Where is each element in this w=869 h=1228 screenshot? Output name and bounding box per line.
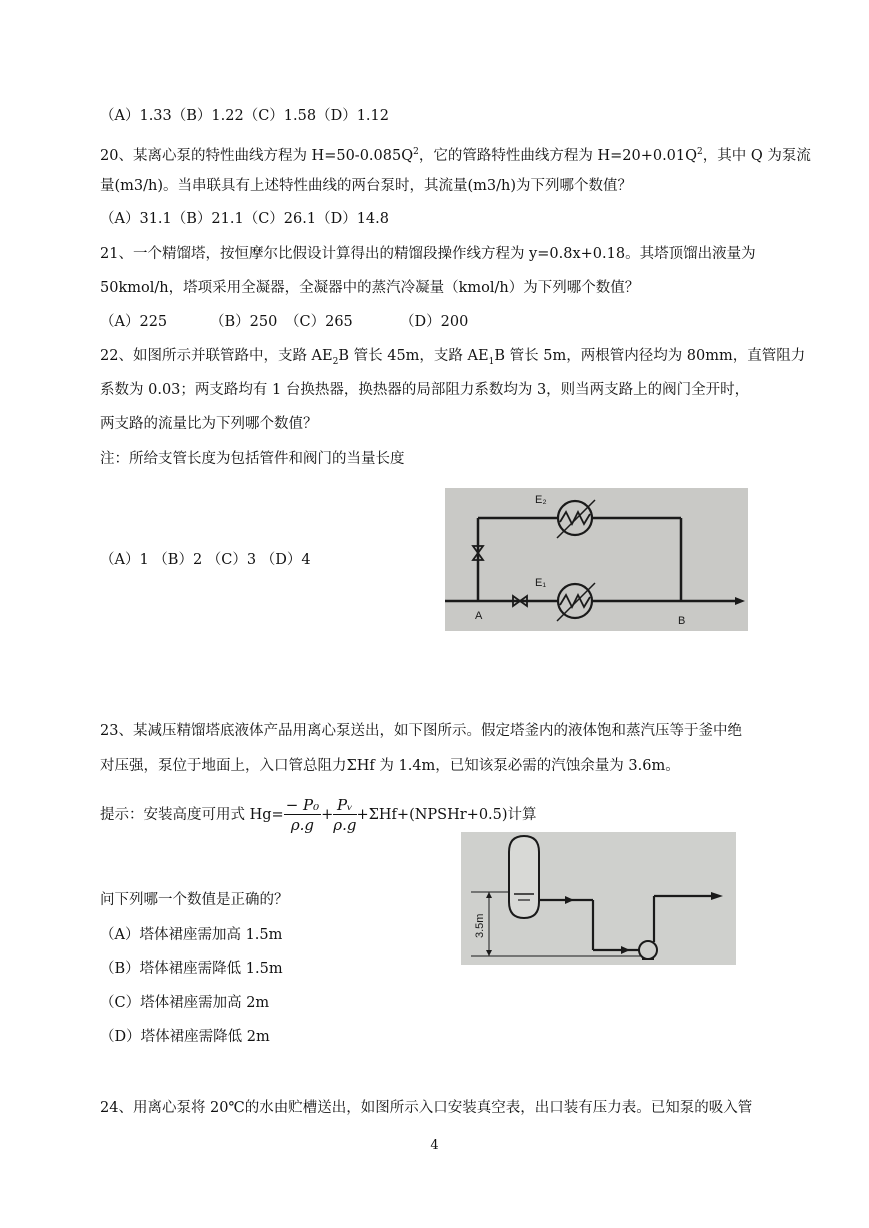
tower-pump-diagram <box>461 832 736 965</box>
q20-sup1: 2 <box>413 147 419 157</box>
q22-sub1: 2 <box>332 356 339 367</box>
q22-text-a: 22、如图所示并联管路中，支路 AE <box>100 348 333 364</box>
parallel-pipe-figure <box>445 488 748 631</box>
q24-line1: 24、用离心泵将 20℃的水由贮槽送出，如图所示入口安装真空表，出口装有压力表。已知泵的吸入管 <box>100 1100 753 1116</box>
q22-options: （A）1 （B）2 （C）3 （D）4 <box>100 552 311 568</box>
q21-line2: 50kmol/h，塔项采用全凝器，全凝器中的蒸汽冷凝量（kmol/h）为下列哪个数值？ <box>100 280 640 296</box>
tower-pump-figure <box>461 832 736 965</box>
q20-text-b: ，它的管路特性曲线方程为 H=20+0.01Q <box>418 147 698 164</box>
q23-option-c: （C）塔体裙座需加高 2m <box>100 995 270 1011</box>
q23-option-d: （D）塔体裙座需降低 2m <box>100 1029 270 1045</box>
q21-option-a: （A）225 <box>100 314 168 330</box>
height-label: 3.5m <box>474 913 486 938</box>
q20-line2: 量(m3/h)。当串联具有上述特性曲线的两台泵时，其流量(m3/h)为下列哪个数值？ <box>100 178 633 194</box>
e1-label: E₁ <box>535 577 547 589</box>
q22-text-b: B 管长 45m，支路 AE <box>338 348 489 364</box>
plus-sign: + <box>321 807 334 823</box>
q23-line1: 23、某减压精馏塔底液体产品用离心泵送出，如下图所示。假定塔釜内的液体饱和蒸汽压等于釜中绝 <box>100 723 742 739</box>
point-b-label: B <box>678 615 686 627</box>
q22-sub2: 1 <box>488 356 495 367</box>
q20-options: （A）31.1（B）21.1（C）26.1（D）14.8 <box>100 211 389 227</box>
point-a-label: A <box>475 610 483 622</box>
q22-line2: 系数为 0.03；两支路均有 1 台换热器，换热器的局部阻力系数均为 3，则当两支路上的阀门全开时， <box>100 382 750 398</box>
fraction-pv <box>333 796 356 835</box>
q23-option-b: （B）塔体裙座需降低 1.5m <box>100 961 283 977</box>
q20-sup2: 2 <box>697 147 703 157</box>
parallel-pipe-diagram <box>445 488 748 631</box>
fraction-pv-denominator: ρ.g <box>333 815 357 834</box>
q21-line1: 21、一个精馏塔，按恒摩尔比假设计算得出的精馏段操作线方程为 y=0.8x+0.18。其塔顶馏出液量为 <box>100 246 756 262</box>
q22-line3: 两支路的流量比为下列哪个数值？ <box>100 416 318 432</box>
q23-hint <box>100 793 537 837</box>
fraction-p0-numerator: − P₀ <box>285 795 320 814</box>
q23-question: 问下列哪一个数值是正确的？ <box>100 892 289 908</box>
q21-option-b: （B）250 <box>210 314 278 330</box>
hint-prefix: 提示：安装高度可用式 Hg= <box>100 807 284 823</box>
fraction-pv-numerator: Pᵥ <box>333 796 356 815</box>
q22-note: 注：所给支管长度为包括管件和阀门的当量长度 <box>100 451 405 467</box>
q21-option-d: （D）200 <box>400 314 469 330</box>
q22-text-c: B 管长 5m，两根管内径均为 80mm，直管阻力 <box>494 348 806 364</box>
q21-option-c: （C）265 <box>285 314 353 330</box>
q20-line1 <box>100 142 811 166</box>
e2-label: E₂ <box>535 494 547 506</box>
q23-line2: 对压强，泵位于地面上，入口管总阻力ΣHf 为 1.4m，已知该泵必需的汽蚀余量为 3.6m。 <box>100 758 680 774</box>
q20-text-c: ，其中 Q 为泵流 <box>702 147 811 164</box>
fraction-p0 <box>284 796 321 835</box>
q20-text-a: 20、某离心泵的特性曲线方程为 H=50-0.085Q <box>100 147 414 164</box>
q19-options: （A）1.33（B）1.22（C）1.58（D）1.12 <box>100 108 389 124</box>
q22-line1 <box>100 346 805 372</box>
page-number: 4 <box>430 1138 439 1153</box>
fraction-p0-denominator: ρ.g <box>290 815 315 834</box>
q23-option-a: （A）塔体裙座需加高 1.5m <box>100 927 283 943</box>
hint-suffix: +ΣHf+(NPSHr+0.5)计算 <box>356 807 537 823</box>
